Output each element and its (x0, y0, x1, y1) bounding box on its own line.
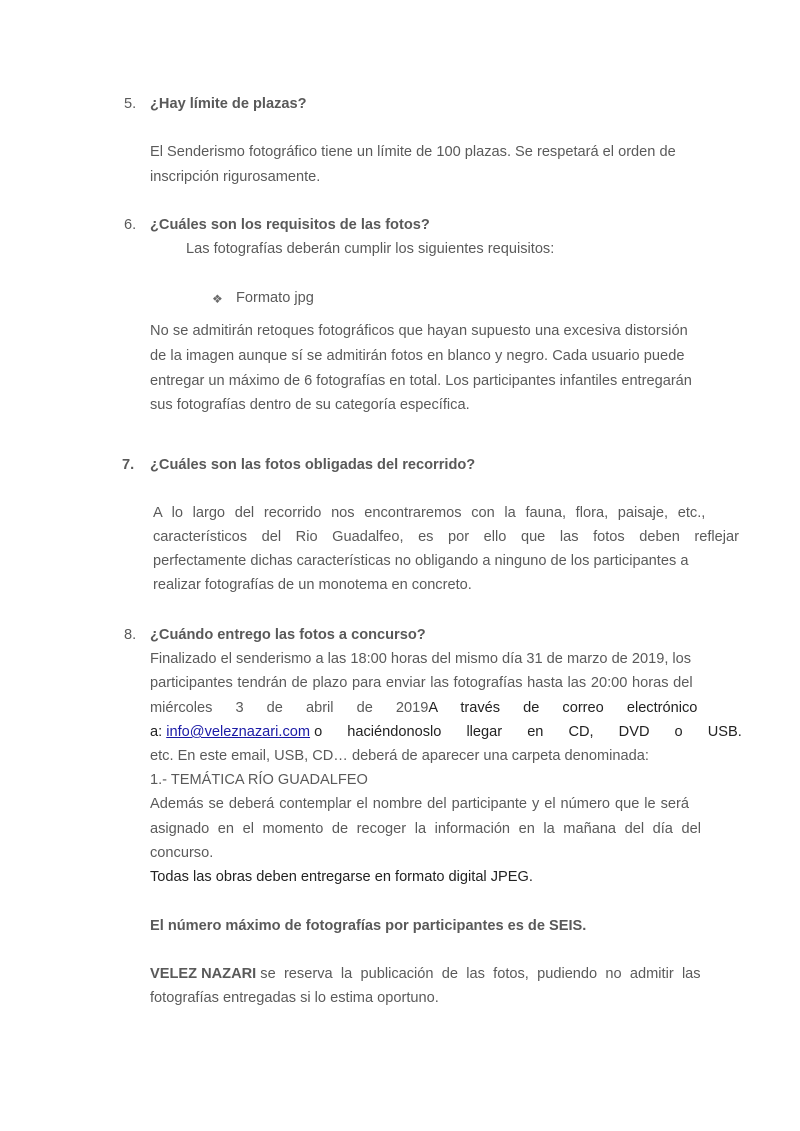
q7-number: 7. (122, 457, 135, 473)
q8-folder-name: 1.- TEMÁTICA RÍO GUADALFEO (150, 772, 368, 788)
diamond-bullet-icon: ❖ (212, 292, 223, 306)
q5-number: 5. (124, 96, 137, 112)
q8-email-prefix: a: (150, 724, 163, 740)
q6-number: 6. (124, 217, 137, 233)
q6-body-line-4: sus fotografías dentro de su categoría específica. (150, 397, 470, 413)
q8-closing-text: se reserva la publicación de las fotos, pudiendo no admitir las (260, 966, 701, 982)
q8-body-line-2: participantes tendrán de plazo para enviar las fotografías hasta las 20:00 horas del (150, 675, 693, 691)
q6-intro: Las fotografías deberán cumplir los siguientes requisitos: (186, 241, 555, 257)
q8-format-note: Todas las obras deben entregarse en formato digital JPEG. (150, 869, 533, 885)
q7-body-line-2: característicos del Rio Guadalfeo, es por ello que las fotos deben reflejar (153, 529, 740, 545)
q8-body-line-5: etc. En este email, USB, CD… deberá de aparecer una carpeta denominada: (150, 748, 649, 764)
q7-body-line-1: A lo largo del recorrido nos encontraremos con la fauna, flora, paisaje, etc., (153, 505, 706, 521)
q7-body-line-4: realizar fotografías de un monotema en concreto. (153, 577, 472, 593)
q7-title: ¿Cuáles son las fotos obligadas del recorrido? (150, 457, 476, 473)
q8-body-line-8: concurso. (150, 845, 214, 861)
q8-max-photos-note: El número máximo de fotografías por participantes es de SEIS. (150, 918, 587, 934)
q8-title: ¿Cuándo entrego las fotos a concurso? (150, 627, 426, 643)
q6-title: ¿Cuáles son los requisitos de las fotos? (150, 217, 430, 233)
q8-body-line-7: asignado en el momento de recoger la información en la mañana del día del (150, 821, 701, 837)
email-link[interactable]: info@veleznazari.com (166, 724, 311, 740)
q8-body-line-3 (150, 700, 698, 716)
q6-body-line-3: entregar un máximo de 6 fotografías en total. Los participantes infantiles entregarán (150, 373, 692, 389)
q8-body-line-6: Además se deberá contemplar el nombre del participante y el número que le será (150, 796, 689, 812)
q8-delivery-options: o haciéndonoslo llegar en CD, DVD o USB. (314, 724, 742, 740)
q5-body-text-1: El Senderismo fotográfico tiene un límite de 100 plazas. Se respetará el orden de (150, 144, 676, 160)
q8-closing-line-2: fotografías entregadas si lo estima oportuno. (150, 990, 439, 1006)
organizer-name: VELEZ NAZARI (150, 966, 257, 982)
q8-date-text: miércoles 3 de abril de 2019 (150, 700, 429, 716)
q8-email-intro: A través de correo electrónico (428, 700, 698, 716)
q5-body-line-1 (150, 144, 676, 160)
q6-bullet-item: Formato jpg (236, 290, 314, 306)
q6-body-line-2: de la imagen aunque sí se admitirán fotos en blanco y negro. Cada usuario puede (150, 348, 685, 364)
q5-body-line-2: inscripción rigurosamente. (150, 169, 321, 185)
q5-title: ¿Hay límite de plazas? (150, 96, 307, 112)
q8-closing-line-1 (150, 966, 701, 982)
q6-body-line-1: No se admitirán retoques fotográficos que hayan supuesto una excesiva distorsión (150, 323, 688, 339)
q7-body-line-3: perfectamente dichas características no obligando a ninguno de los participantes a (153, 553, 689, 569)
q8-body-line-4 (150, 724, 742, 740)
q8-body-line-1: Finalizado el senderismo a las 18:00 horas del mismo día 31 de marzo de 2019, los (150, 651, 692, 667)
q8-number: 8. (124, 627, 137, 643)
